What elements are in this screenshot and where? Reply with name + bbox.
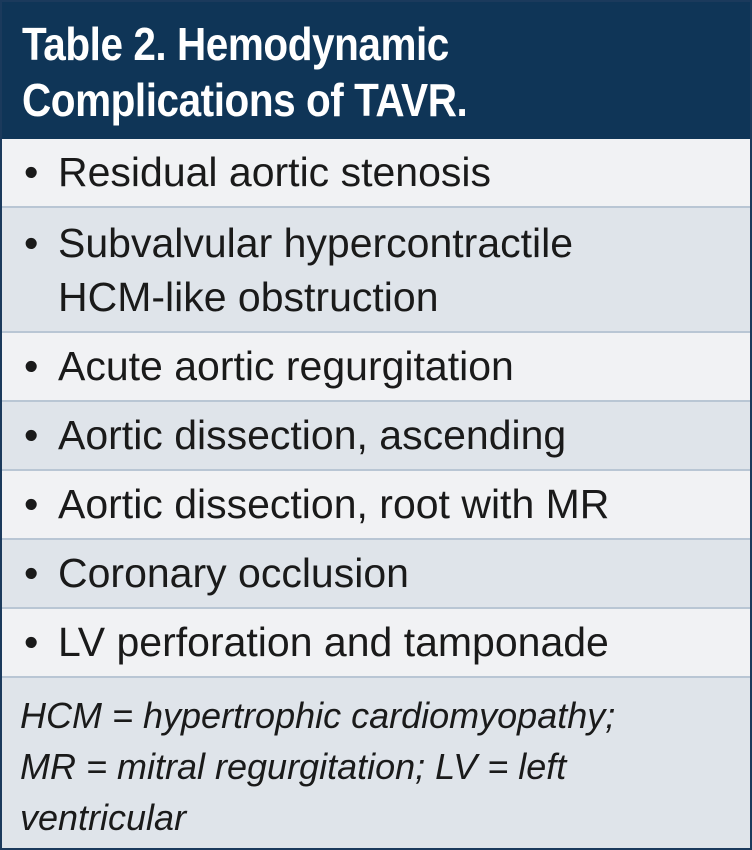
list-item-text: Residual aortic stenosis: [58, 149, 491, 195]
bullet-icon: •: [24, 481, 39, 527]
table-title-line-1: Table 2. Hemodynamic: [22, 18, 449, 70]
list-item-text: Aortic dissection, ascending: [58, 412, 567, 458]
footnote-line-3: ventricular: [20, 797, 187, 838]
footnote-line-2: MR = mitral regurgitation; LV = left: [20, 746, 567, 787]
list-item-text: Coronary occlusion: [58, 550, 409, 596]
list-item-text: LV perforation and tamponade: [58, 619, 609, 665]
list-item: [2, 139, 750, 208]
table-title-line-2: Complications of TAVR.: [22, 74, 468, 126]
complications-list: [2, 139, 750, 678]
list-item: [2, 208, 750, 333]
bullet-icon: •: [24, 412, 39, 458]
footnote-line-1: HCM = hypertrophic cardiomyopathy;: [20, 695, 616, 736]
list-item: [2, 540, 750, 609]
table-footnote: [2, 678, 750, 848]
list-item: [2, 471, 750, 540]
bullet-icon: •: [24, 343, 39, 389]
list-item-text: Acute aortic regurgitation: [58, 343, 514, 389]
list-item-text: [58, 216, 740, 324]
list-item-text-line-2: HCM-like obstruction: [58, 274, 439, 320]
list-item-text: Aortic dissection, root with MR: [58, 481, 610, 527]
bullet-icon: •: [24, 149, 39, 195]
table-title-bar: [2, 2, 750, 139]
list-item: [2, 333, 750, 402]
bullet-icon: •: [24, 550, 39, 596]
bullet-icon: •: [24, 220, 39, 266]
list-item-text-line-1: Subvalvular hypercontractile: [58, 220, 574, 266]
bullet-icon: •: [24, 619, 39, 665]
list-item: [2, 402, 750, 471]
list-item: [2, 609, 750, 678]
